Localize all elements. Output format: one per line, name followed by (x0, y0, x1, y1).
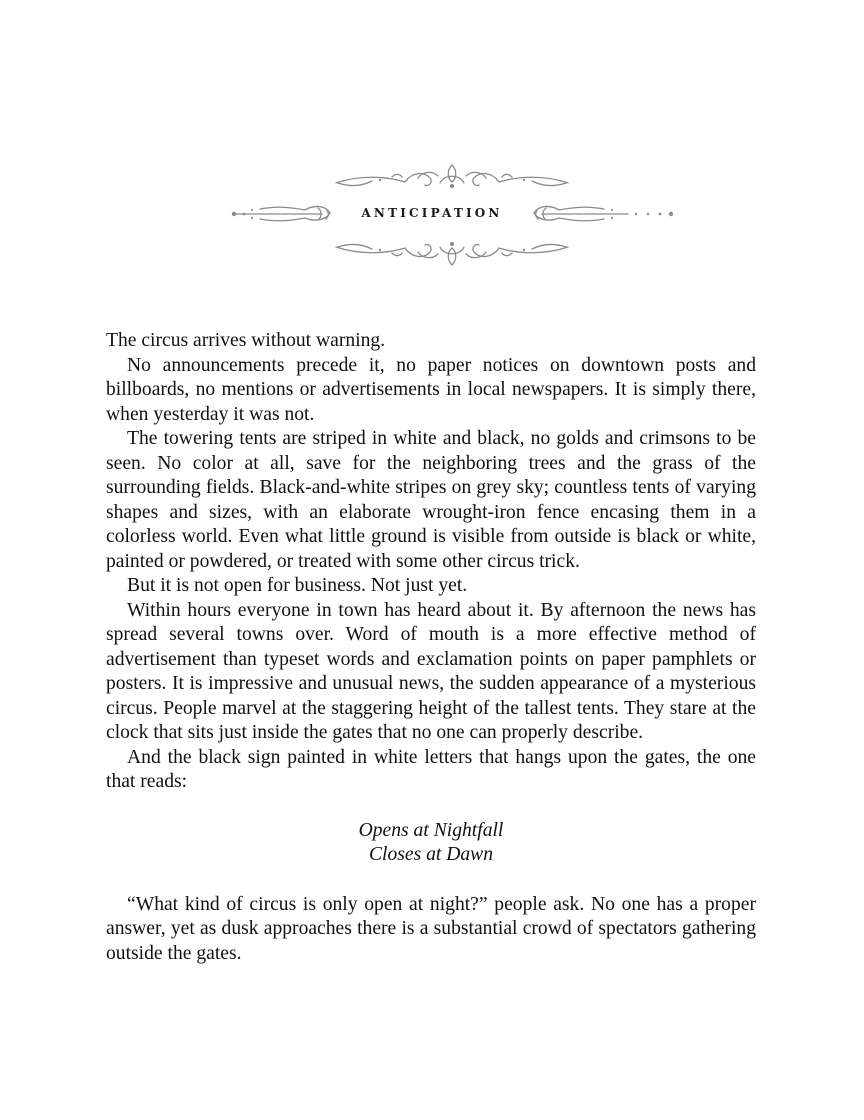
chapter-title: ANTICIPATION (361, 206, 503, 220)
chapter-body (106, 329, 756, 966)
paragraph: The towering tents are striped in white and black, no golds and crimsons to be seen. No color at all, save for the neighboring trees and the grass of the surrounding fields. Black-and-white stripes on grey sky; countless tents of varying shapes and sizes, with an elaborate wrought-iron fence encasing them in a colorless world. Even what little ground is visible from outside is black or white, painted or powdered, or treated with some other circus trick. (106, 428, 756, 572)
sign-line-closes: Closes at Dawn (368, 844, 494, 865)
bottom-flourish (336, 245, 568, 265)
paragraph: No announcements precede it, no paper notices on downtown posts and billboards, no mentions or advertisements in local newspapers. It is simply there, when yesterday it was not. (106, 354, 756, 425)
paragraph: And the black sign painted in white letters that hangs upon the gates, the one that reads: (106, 746, 756, 792)
circus-sign-text (106, 819, 756, 868)
paragraph: “What kind of circus is only open at night?” people ask. No one has a proper answer, yet as dusk approaches there is a substantial crowd of spectators gathering outside the gates. (106, 893, 756, 964)
sign-line-opens: Opens at Nightfall (358, 819, 504, 841)
paragraph: But it is not open for business. Not just yet. (127, 575, 468, 596)
chapter-ornament (0, 0, 864, 300)
paragraph: Within hours everyone in town has heard about it. By afternoon the news has spread several towns over. Word of mouth is a more effective method of advertisement than typeset words and exclamation points on paper pamphlets or posters. It is impressive and unusual news, the sudden appearance of a mysterious circus. People marvel at the staggering height of the tallest tents. They stare at the clock that sits just inside the gates that no one can properly describe. (106, 599, 756, 743)
top-flourish (336, 165, 568, 185)
paragraph: The circus arrives without warning. (106, 330, 386, 351)
